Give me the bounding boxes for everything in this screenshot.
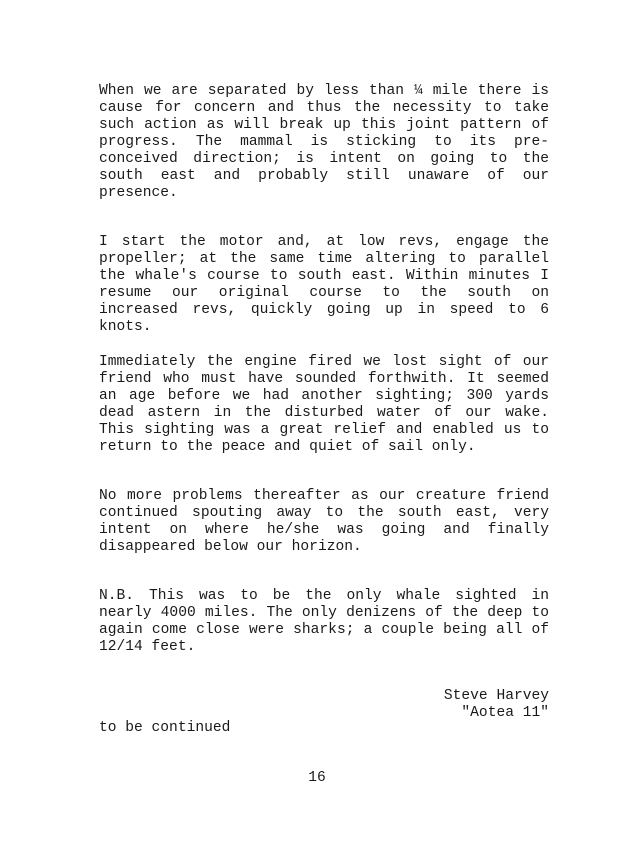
paragraph-lost-sight: Immediately the engine fired we lost sight of our friend who must have sounded forthwith. It seemed an age before we had another sighting; 300 yards dead astern in the disturbed water of our wake. This sighting was a great relief and enabled us to return to the peace and quiet of sail only. [99,354,549,455]
continued-note: to be continued [99,720,231,736]
paragraph-start-motor: I start the motor and, at low revs, engage the propeller; at the same time altering to parallel the whale's course to south east. Within minutes I resume our original course to the south on increased revs, quickly going up in speed to 6 knots. [99,234,549,335]
paragraph-nota-bene: N.B. This was to be the only whale sighted in nearly 4000 miles. The only denizens of the deep to again come close were sharks; a couple being all of 12/14 feet. [99,588,549,655]
paragraph-no-more-problems: No more problems thereafter as our creature friend continued spouting away to the south east, very intent on where he/she was going and finally disappeared below our horizon. [99,488,549,555]
signature-author: Steve Harvey [443,688,549,704]
paragraph-whale-proximity: When we are separated by less than ¼ mile there is cause for concern and thus the necessity to take such action as will break up this joint pattern of progress. The mammal is sticking to its pre-conceived direction; is intent on going to the south east and probably still unaware of our presence. [99,83,549,201]
page-number: 16 [308,770,326,786]
signature-vessel: "Aotea 11" [461,705,549,721]
signature-block [444,688,549,722]
